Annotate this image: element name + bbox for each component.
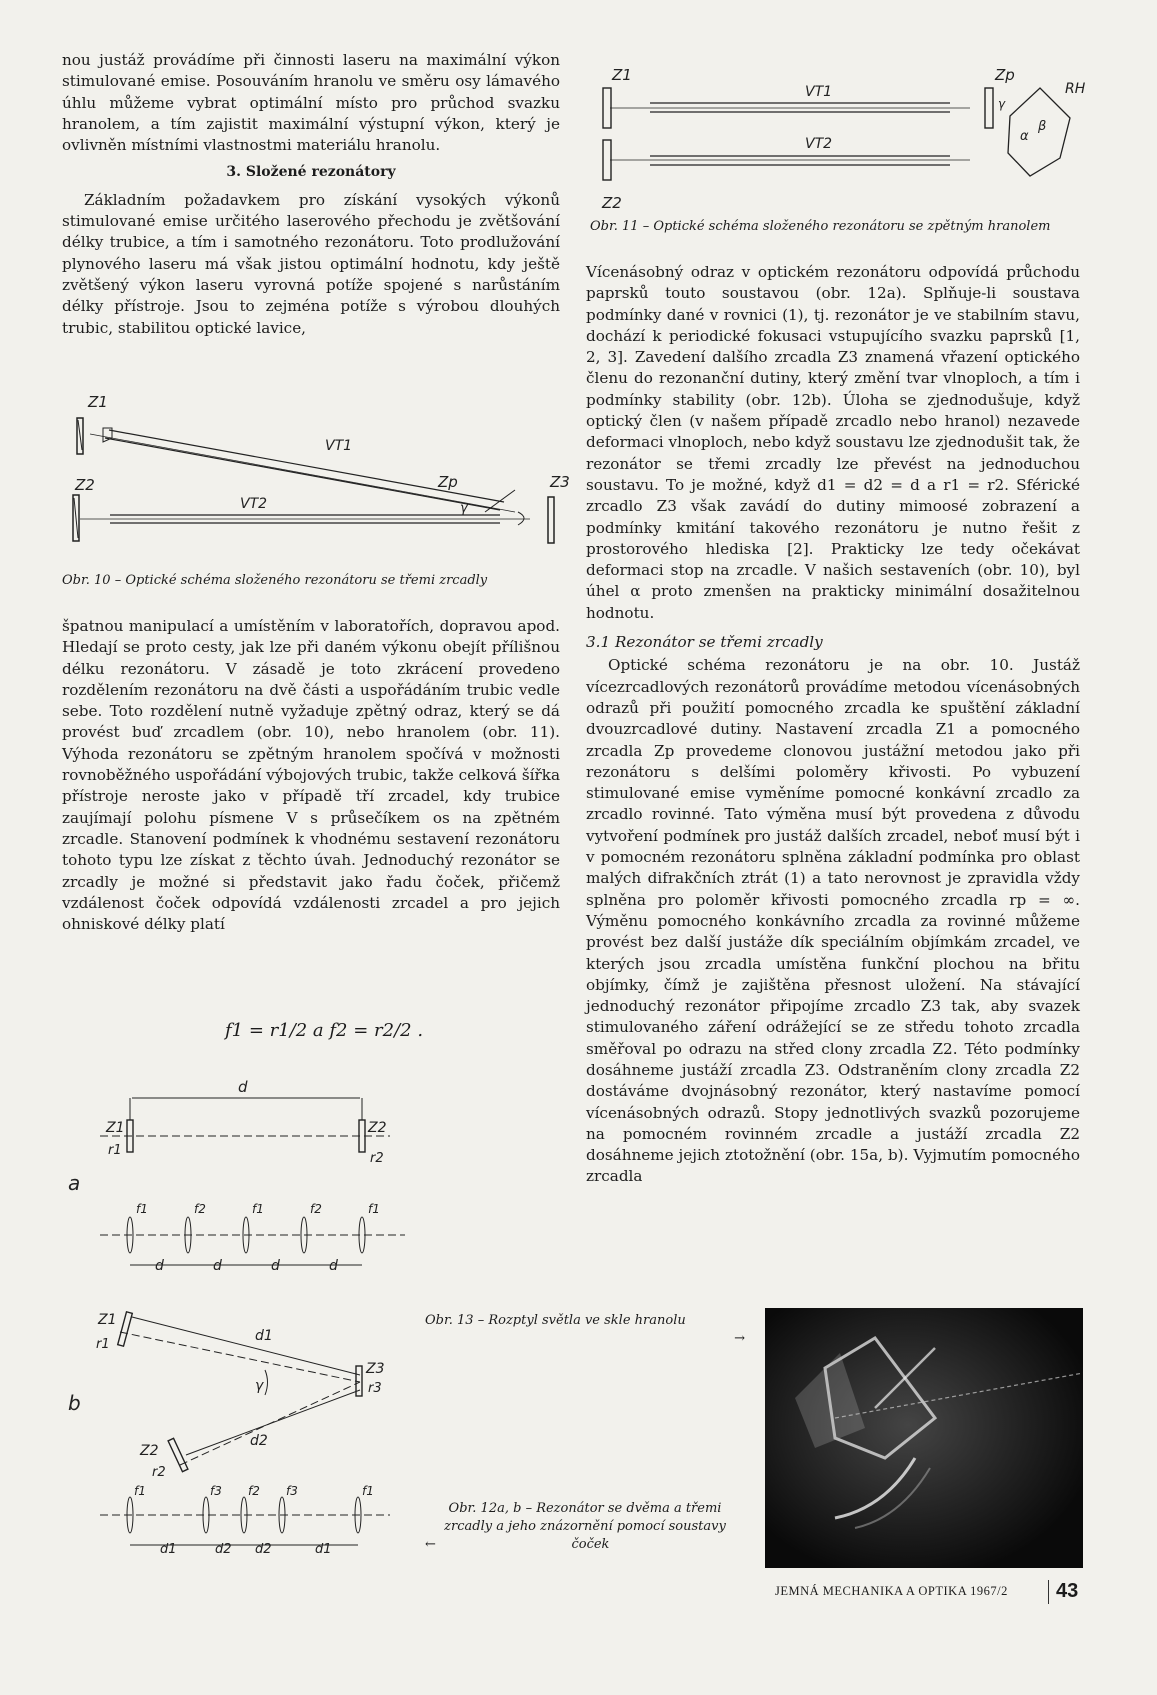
figure-13-photo bbox=[765, 1308, 1083, 1568]
figure-13-caption bbox=[425, 1312, 745, 1348]
label-z1: Z1 bbox=[612, 66, 632, 84]
dim-d: d bbox=[238, 1078, 248, 1096]
dim-d: d bbox=[271, 1258, 280, 1274]
left-column-mid bbox=[62, 616, 560, 935]
label-r1-a: r1 bbox=[108, 1143, 122, 1158]
paragraph: špatnou manipulací a umístěním v laboratořích, dopravou apod. Hledají se proto cesty, jak lze při daném výkonu obejít přílišnou délku rezonátoru. V zásadě je toto zkrácení provedeno rozdělením rezonátoru na dvě části a uspořádáním trubic vedle sebe. Toto rozdělení nutně vyžaduje zpětný odraz, který se dá provést buď zrcadlem (obr. 10), nebo hranolem (obr. 11). Výhoda rezonátoru se zpětným hranolem spočívá v možnosti rovnoběžného uspořádání výbojových trubic, takže celková šířka přístroje neroste jako v případě tří zrcadel, kdy trubice zaujímají polohu písmene V s průsečíkem os na zpětném zrcadle. Stanovení podmínek k vhodnému sestavení rezonátoru tohoto typu lze získat z těchto úvah. Jednoduchý rezonátor se zrcadly je možné si představit jako řadu čoček, přičemž vzdálenost čoček odpovídá vzdálenosti zrcadel a pro jejich ohniskové délky platí bbox=[62, 617, 560, 934]
label-gamma-b: γ bbox=[255, 1378, 264, 1394]
caption-line: zrcadly a jeho znázornění pomocí soustavy bbox=[444, 1519, 726, 1534]
caption-line-text: čoček bbox=[571, 1537, 610, 1552]
left-column-top bbox=[62, 50, 560, 339]
lens-f1: f1 bbox=[136, 1202, 148, 1216]
dim-d2: d2 bbox=[215, 1542, 232, 1557]
paragraph: Vícenásobný odraz v optickém rezonátoru odpovídá průchodu paprsků touto soustavou (obr. 12a). Splňuje-li soustava podmínky dané v rovnici (1), tj. rezonátor je ve stabilním stavu, dochází k periodické fokusaci vstupujícího svazku paprsků [1, 2, 3]. Zavedení dalšího zrcadla Z3 znamená vřazení optického členu do rezonanční dutiny, který změní tvar vlnoploch, a tím i podmínky stability (obr. 12b). Úloha se zjednodušuje, když optický člen (v našem případě zrcadlo nebo hranol) nezavede deformaci vlnoploch, nebo když soustavu lze zjednodušit tak, že rezonátor se třemi zrcadly lze převést na jednoduchou soustavu. To je možné, když d1 = d2 = d a r1 = r2. Sférické zrcadlo Z3 však zavádí do dutiny mimoosé zobrazení a podmínky kmitání takového rezonátoru je nutno řešit z prostorového hlediska [2]. Prakticky lze tedy očekávat deformaci stop na zrcadle. V našich sestaveních (obr. 10), byl úhel α proto zmenšen na prakticky minimální dosažitelnou hodnotu. bbox=[586, 263, 1080, 622]
lens-f1: f1 bbox=[252, 1202, 264, 1216]
caption-line bbox=[425, 1536, 745, 1554]
lens-f3: f3 bbox=[286, 1484, 298, 1498]
mirror-z1 bbox=[603, 88, 611, 128]
figure-12-diagram bbox=[60, 1070, 480, 1560]
mirror-z2 bbox=[603, 140, 611, 180]
label-beta: β bbox=[1038, 119, 1047, 134]
label-rh: RH bbox=[1065, 81, 1086, 97]
lens-f3: f3 bbox=[210, 1484, 222, 1498]
label-vt1: VT1 bbox=[325, 438, 353, 454]
mirror-z3 bbox=[548, 497, 554, 543]
paragraph: Základním požadavkem pro získání vysokých výkonů stimulované emise určitého laserového přechodu je zvětšování délky trubice, a tím i samotného rezonátoru. Toto prodlužování plynového laseru má však jistou optimální hodnotu, kdy ještě zvětšený výkon laseru vyrovná potíže spojené s narůstáním délky přístroje. Jsou to zejména potíže s výrobou dlouhých trubic, stabilitou optické lavice, bbox=[62, 190, 560, 337]
mirror-z1-b bbox=[118, 1312, 133, 1346]
lens-f2: f2 bbox=[310, 1202, 322, 1216]
label-r2-b: r2 bbox=[152, 1465, 166, 1480]
caption-line: Obr. 12a, b – Rezonátor se dvěma a třemi bbox=[448, 1501, 722, 1516]
panel-label-b: b bbox=[68, 1391, 81, 1415]
lens-f1: f1 bbox=[134, 1484, 146, 1498]
lens-f1: f1 bbox=[368, 1202, 380, 1216]
figure-10-diagram bbox=[60, 390, 570, 570]
subsection-heading: 3.1 Rezonátor se třemi zrcadly bbox=[586, 633, 823, 652]
label-r2-a: r2 bbox=[370, 1151, 384, 1166]
label-zp: Zp bbox=[995, 66, 1015, 84]
figure-10-caption: Obr. 10 – Optické schéma složeného rezonátoru se třemi zrcadly bbox=[62, 573, 488, 588]
label-z2-b: Z2 bbox=[140, 1443, 159, 1459]
label-vt2: VT2 bbox=[805, 136, 833, 152]
label-d1-b: d1 bbox=[255, 1328, 273, 1344]
figure-13-caption-text: Obr. 13 – Rozptyl světla ve skle hranolu bbox=[425, 1313, 686, 1328]
label-d2-b: d2 bbox=[250, 1433, 268, 1449]
dim-d: d bbox=[213, 1258, 222, 1274]
label-z2: Z2 bbox=[75, 476, 95, 494]
dim-d1: d1 bbox=[315, 1542, 332, 1557]
label-z2: Z2 bbox=[602, 194, 622, 212]
journal-footer: JEMNÁ MECHANIKA A OPTIKA 1967/2 bbox=[775, 1584, 1008, 1598]
section-heading: 3. Složené rezonátory bbox=[226, 164, 396, 181]
label-z1: Z1 bbox=[88, 393, 108, 411]
panel-label-a: a bbox=[68, 1171, 81, 1195]
right-column bbox=[586, 262, 1080, 1188]
lens-f2: f2 bbox=[194, 1202, 206, 1216]
page-number: 43 bbox=[1056, 1580, 1079, 1602]
label-gamma: γ bbox=[460, 501, 468, 516]
mirror-zp bbox=[985, 88, 993, 128]
figure-12-caption bbox=[425, 1500, 745, 1554]
label-z3: Z3 bbox=[550, 473, 570, 491]
label-z3-b: Z3 bbox=[366, 1361, 385, 1377]
dim-d: d bbox=[329, 1258, 338, 1274]
label-r3-b: r3 bbox=[368, 1381, 382, 1396]
label-z1-b: Z1 bbox=[98, 1312, 117, 1328]
label-vt1: VT1 bbox=[805, 84, 833, 100]
paragraph: nou justáž provádíme při činnosti laseru na maximální výkon stimulované emise. Posouváním hranolu ve směru osy lámavého úhlu můžeme vybrat optimální místo pro průchod svazku hranolem, a tím zajistit maximální výstupní výkon, který je ovlivněn místními vlastnostmi materiálu hranolu. bbox=[62, 51, 560, 155]
label-z1-a: Z1 bbox=[106, 1120, 125, 1136]
dim-d2: d2 bbox=[255, 1542, 272, 1557]
arrow-right: → bbox=[734, 1331, 745, 1346]
focal-formula: f1 = r1/2 a f2 = r2/2 . bbox=[225, 1020, 424, 1041]
lens-f2: f2 bbox=[248, 1484, 260, 1498]
paragraph: Optické schéma rezonátoru je na obr. 10. Justáž vícezrcadlových rezonátorů provádíme metodou vícenásobných odrazů při použití pomocného zrcadla ke spuštění základní dvouzrcadlové dutiny. Nastavení zrcadla Z1 a pomocného zrcadla Zp provedeme clonovou justážní metodou jako při rezonátoru s delšími poloměry křivosti. Po vybuzení stimulované emise vyměníme pomocné konkávní zrcadlo za zrcadlo rovinné. Tato výměna musí být provedena z důvodu vytvoření podmínek pro justáž dalších zrcadel, neboť musí být i v pomocném rezonátoru splněna základní podmínka pro oblast malých difrakčních ztrát (1) a tato nerovnost je zpravidla vždy splněna pro poloměr křivosti pomocného zrcadla rp = ∞. Výměnu pomocného konkávního zrcadla za rovinné můžeme provést bez další justáže dík speciálním objímkám zrcadel, ve kterých jsou zrcadla umístěna funkční plochou na břitu objímky, čímž je zajištěna přesnost uložení. Na stávající jednoduchý rezonátor připojíme zrcadlo Z3 tak, aby svazek stimulovaného záření odrážející se ze středu tohoto zrcadla směřoval po odrazu na střed clony zrcadla Z2. Této podmínky dosáhneme justáží zrcadla Z3. Odstraněním clony zrcadla Z2 dostáváme dvojnásobný rezonátor, který nastavíme pomocí vícenásobných odrazů. Stopy jednotlivých svazků pozorujeme na pomocném rovinném zrcadle a justáží zrcadla Z2 dosáhneme jejich ztotožnění (obr. 15a, b). Vyjmutím pomocného zrcadla bbox=[586, 656, 1080, 1186]
dim-d1: d1 bbox=[160, 1542, 177, 1557]
label-r1-b: r1 bbox=[96, 1337, 110, 1352]
figure-11-caption: Obr. 11 – Optické schéma složeného rezonátoru se zpětným hranolem bbox=[590, 219, 1051, 234]
lens-f1: f1 bbox=[362, 1484, 374, 1498]
label-vt2: VT2 bbox=[240, 496, 268, 512]
label-alpha: α bbox=[1020, 129, 1029, 144]
label-zp: Zp bbox=[438, 473, 458, 491]
label-z2-a: Z2 bbox=[368, 1120, 387, 1136]
arrow-left: ← bbox=[425, 1537, 436, 1552]
label-gamma: γ bbox=[998, 97, 1006, 111]
figure-11-diagram bbox=[590, 58, 1100, 213]
dim-d: d bbox=[155, 1258, 164, 1274]
mirror-z2-b bbox=[168, 1438, 188, 1471]
footer-divider bbox=[1048, 1580, 1049, 1604]
